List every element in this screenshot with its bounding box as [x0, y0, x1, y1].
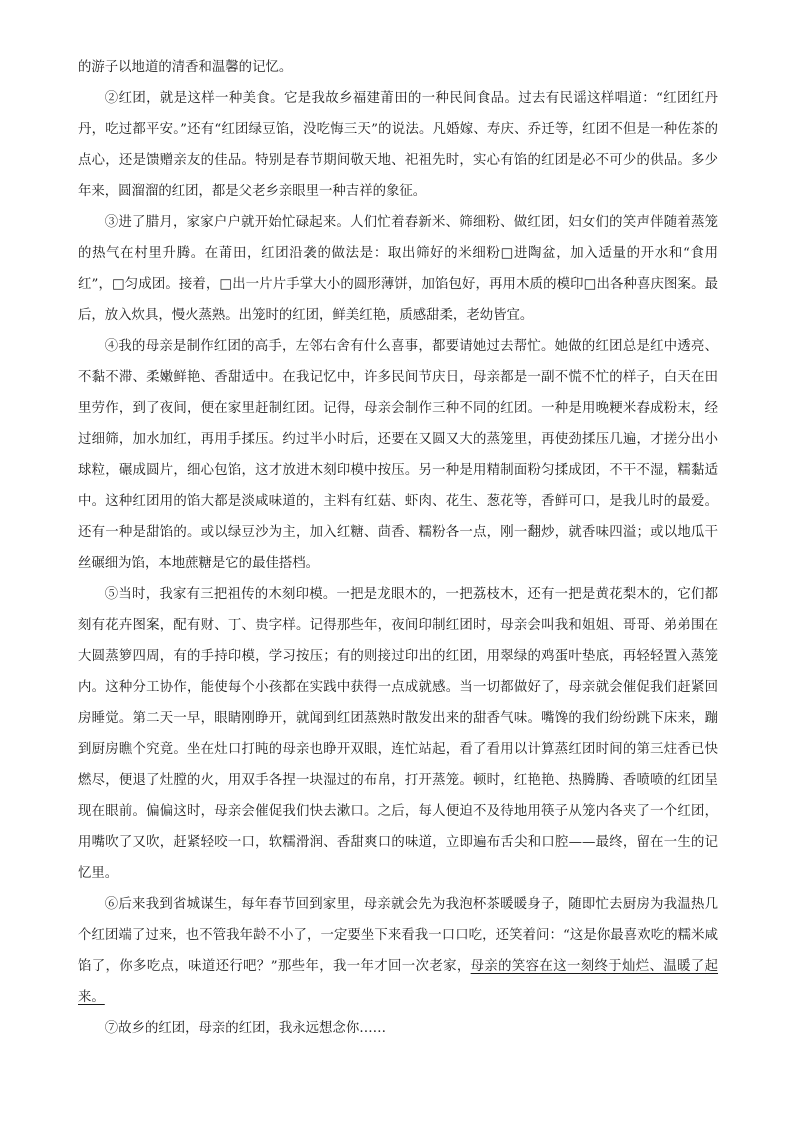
paragraph-intro-tail: 的游子以地道的清香和温馨的记忆。: [78, 60, 293, 75]
paragraph-6: [78, 889, 718, 1013]
article-body: [78, 52, 718, 1044]
paragraph-7: ⑦故乡的红团，母亲的红团，我永远想念你……: [104, 1021, 386, 1036]
paragraph-2: ②红团，就是这样一种美食。它是我故乡福建莆田的一种民间食品。过去有民谣这样唱道：“红团红丹丹，吃过都平安。”还有“红团绿豆馅，没吃悔三天”的说法。凡婚嫁、寿庆、乔迁等，红团不但是一种佐茶的点心，还是馈赠亲友的佳品。特别是春节期间敬天地、祀祖先时，实心有馅的红团是必不可少的供品。多少年来，圆溜溜的红团，都是父老乡亲眼里一种吉祥的象征。: [78, 91, 718, 199]
paragraph-3: ③进了腊月，家家户户就开始忙碌起来。人们忙着舂新米、筛细粉、做红团，妇女们的笑声伴随着蒸笼的热气在村里升腾。在莆田，红团沿袭的做法是：取出筛好的米细粉□进陶盆，加入适量的开水和“食用红”，□匀成团。接着，□出一片片手掌大小的圆形薄饼，加馅包好，再用木质的模印□出各种喜庆图案。最后，放入炊具，慢火蒸熟。出笼时的红团，鲜美红艳，质感甜柔，老幼皆宜。: [78, 215, 718, 323]
paragraph-4: ④我的母亲是制作红团的高手，左邻右舍有什么喜事，都要请她过去帮忙。她做的红团总是红中透亮、不黏不滞、柔嫩鲜艳、香甜适中。在我记忆中，许多民间节庆日，母亲都是一副不慌不忙的样子，白天在田里劳作，到了夜间，便在家里赶制红团。记得，母亲会制作三种不同的红团。一种是用晚粳米舂成粉末，经过细筛，加水加红，再用手揉压。约过半小时后，还要在又圆又大的蒸笼里，再使劲揉压几遍，才搓分出小球粒，碾成圆片，细心包馅，这才放进木刻印模中按压。另一种是用精制面粉匀揉成团，不干不湿，糯黏适中。这种红团用的馅大都是淡咸味道的，主料有红菇、虾肉、花生、葱花等，香鲜可口，是我儿时的最爱。还有一种是甜馅的。或以绿豆沙为主，加入红糖、茴香、糯粉各一点，刚一翻炒，就香味四溢；或以地瓜干丝碾细为馅，本地蔗糖是它的最佳搭档。: [78, 339, 718, 571]
underlined-sentence: 母亲的笑容在这一刻终于灿烂、温暖了起来。: [78, 959, 719, 1005]
paragraph-5: ⑤当时，我家有三把祖传的木刻印模。一把是龙眼木的，一把荔枝木，还有一把是黄花梨木的，它们都刻有花卉图案，配有财、丁、贵字样。记得那些年，夜间印制红团时，母亲会叫我和姐姐、哥哥、弟弟围在大圆蒸箩四周，有的手持印模，学习按压；有的则接过印出的红团，用翠绿的鸡蛋叶垫底，再轻轻置入蒸笼内。这种分工协作，能使每个小孩都在实践中获得一点成就感。当一切都做好了，母亲就会催促我们赶紧回房睡觉。第二天一早，眼睛刚睁开，就闻到红团蒸熟时散发出来的甜香气味。嘴馋的我们纷纷跳下床来，蹦到厨房瞧个究竟。坐在灶口打盹的母亲也睁开双眼，连忙站起，看了看用以计算蒸红团时间的第三炷香已快燃尽，便退了灶膛的火，用双手各捏一块湿过的布帛，打开蒸笼。顿时，红艳艳、热腾腾、香喷喷的红团呈现在眼前。偏偏这时，母亲会催促我们快去漱口。之后，每人便迫不及待地用筷子从笼内各夹了一个红团，用嘴吹了又吹，赶紧轻咬一口，软糯滑润、香甜爽口的味道，立即遍布舌尖和口腔——最终，留在一生的记忆里。: [78, 587, 718, 881]
paragraph-6-text: ⑥后来我到省城谋生，每年春节回到家里，母亲就会先为我泡杯茶暖暖身子，随即忙去厨房为我温热几个红团端了过来，也不管我年龄不小了，一定要坐下来看我一口口吃，还笑着问：“这是你最喜欢吃的糯米咸馅了，你多吃点，味道还行吧？”那些年，我一年才回一次老家，: [78, 897, 718, 974]
